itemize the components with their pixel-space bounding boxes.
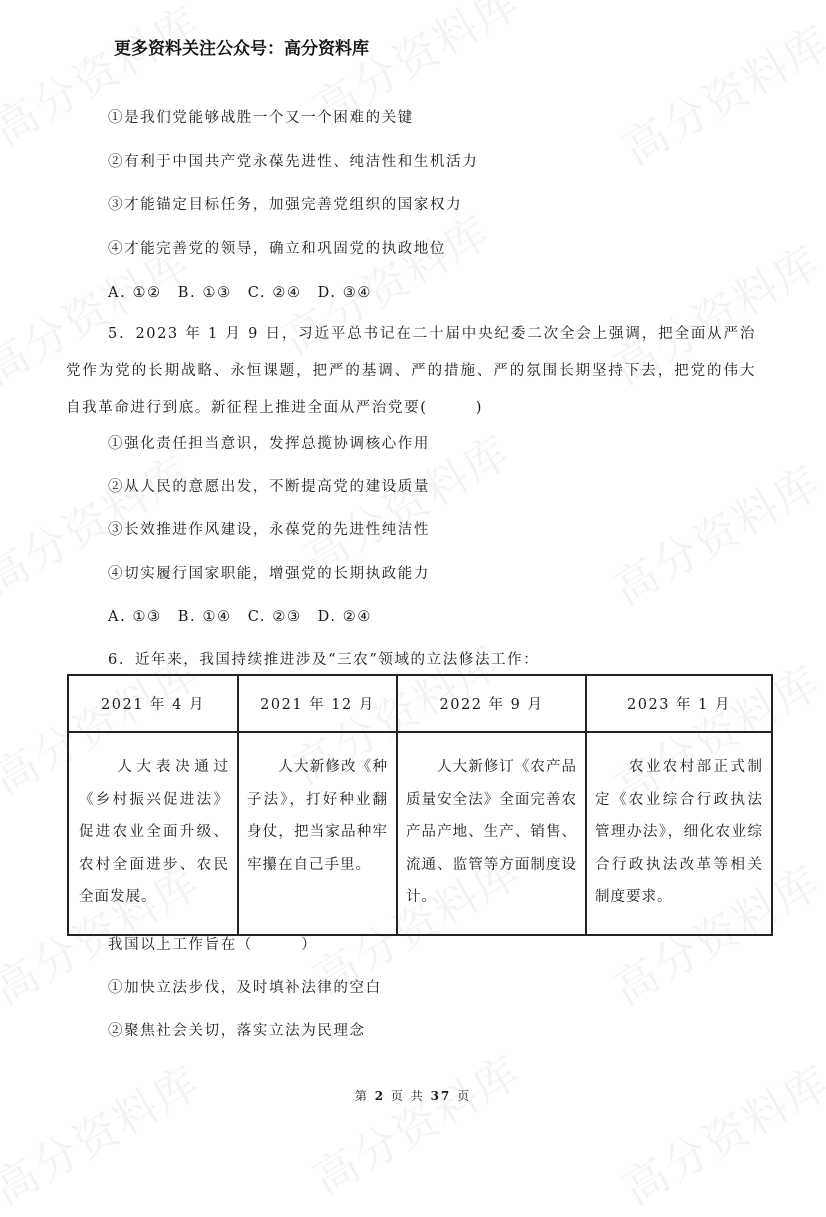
q6-question: 我国以上工作旨在（ ） [108,937,318,953]
page-total: 37 [430,1089,452,1103]
table-header-cell: 2021 年 4 月 [68,675,238,732]
watermark [299,1037,530,1207]
watermark [0,1047,211,1217]
q4-option: ①是我们党能够战胜一个又一个困难的关键 [108,110,414,126]
q6-option: ①加快立法步伐，及时填补法律的空白 [108,980,382,996]
table-row [68,732,772,935]
q4-option: ④才能完善党的领导，确立和巩固党的执政地位 [108,241,447,257]
page-number: 2 [374,1089,386,1103]
footer-middle: 页 共 [390,1089,425,1103]
q6-option: ②聚焦社会关切，落实立法为民理念 [108,1023,366,1039]
q6-intro: 6．近年来，我国持续推进涉及“三农”领域的立法修法工作： [108,652,540,668]
table-cell: 人大新修改《种子法》，打好种业翻身仗，把当家品种牢牢攥在自己手里。 [238,732,397,935]
watermark [609,1047,826,1217]
footer-prefix: 第 [354,1089,369,1103]
q5-option: ③长效推进作风建设，永葆党的先进性纯洁性 [108,522,430,538]
q5-option: ①强化责任担当意识，发挥总揽协调核心作用 [108,436,430,452]
footer-suffix: 页 [457,1089,472,1103]
watermark [599,447,826,617]
q5-option: ②从人民的意愿出发，不断提高党的建设质量 [108,479,430,495]
q5-stem: 5．2023 年 1 月 9 日，习近平总书记在二十届中央纪委二次全会上强调，把全面从严治党作为党的长期战略、永恒课题，把严的基调、严的措施、严的氛围长期坚持下去，把党的伟大自我革命进行到底。新征程上推进全面从严治党要( ) [66,326,756,416]
q4-option: ②有利于中国共产党永葆先进性、纯洁性和生机活力 [108,154,479,170]
legislation-table [67,674,773,936]
table-header-row [68,675,772,732]
table-cell: 农业农村部正式制定《农业综合行政执法管理办法》，细化农业综合行政执法改革等相关制度要求。 [586,732,772,935]
q5-answer-choices: A. ①③ B. ①④ C. ②③ D. ②④ [108,609,372,625]
q4-option: ③才能锚定目标任务，加强完善党组织的国家权力 [108,197,463,213]
table-header-cell: 2023 年 1 月 [586,675,772,732]
page-header: 更多资料关注公众号：高分资料库 [114,39,369,59]
q5-option: ④切实履行国家职能，增强党的长期执政能力 [108,566,430,582]
table-header-cell: 2022 年 9 月 [397,675,586,732]
table-cell: 人大新修订《农产品质量安全法》全面完善农产品产地、生产、销售、流通、监管等方面制度设计。 [397,732,586,935]
watermark [0,0,211,157]
watermark [609,7,826,177]
page-footer [0,1087,826,1104]
table-cell: 人大表决通过《乡村振兴促进法》促进农业全面升级、农村全面进步、农民全面发展。 [68,732,238,935]
table-header-cell: 2021 年 12 月 [238,675,397,732]
q4-answer-choices: A. ①② B. ①③ C. ②④ D. ③④ [108,285,372,301]
